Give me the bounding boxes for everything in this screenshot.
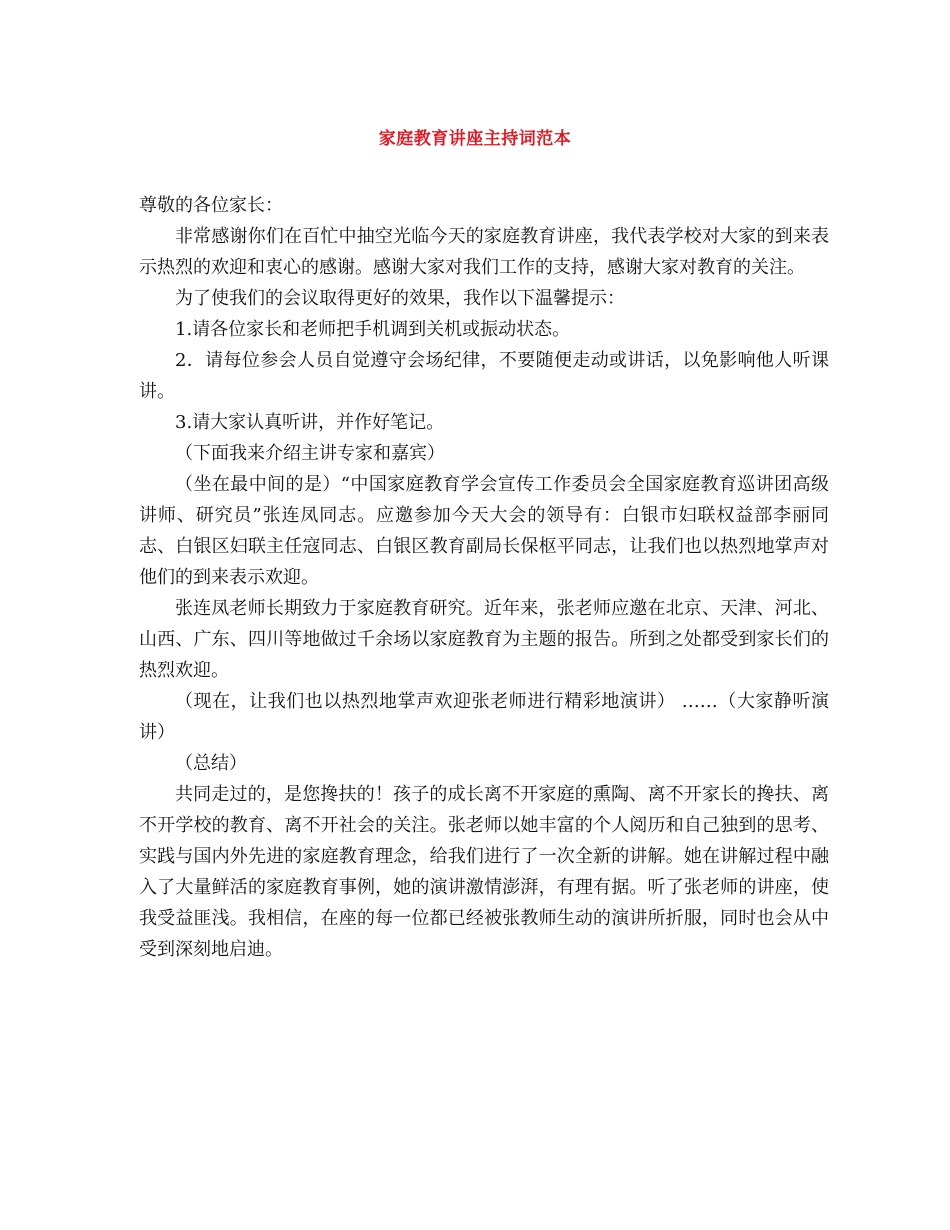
salutation: 尊敬的各位家长：	[139, 195, 283, 216]
reminder-item-1: 1.请各位家长和老师把手机调到关机或振动状态。	[175, 319, 571, 340]
paragraph-welcome: 非常感谢你们在百忙中抽空光临今天的家庭教育讲座，我代表学校对大家的到来表示热烈的欢迎和衷心的感谢。感谢大家对我们工作的支持，感谢大家对教育的关注。	[139, 226, 829, 278]
paragraph-speech-start: （现在，让我们也以热烈地掌声欢迎张老师进行精彩地演讲） ……（大家静听演讲）	[139, 691, 829, 743]
reminder-item-2: 2．请每位参会人员自觉遵守会场纪律，不要随便走动或讲话，以免影响他人听课讲。	[139, 350, 829, 402]
reminder-item-3: 3.请大家认真听讲，并作好笔记。	[175, 412, 445, 433]
paragraph-summary-heading: （总结）	[175, 753, 247, 774]
document-title: 家庭教育讲座主持词范本	[378, 129, 572, 149]
document-body	[139, 190, 829, 965]
paragraph-reminder-intro: 为了使我们的会议取得更好的效果，我作以下温馨提示：	[175, 288, 625, 309]
paragraph-introduce-guests: （下面我来介绍主讲专家和嘉宾）	[175, 443, 445, 464]
paragraph-speaker-bio: 张连凤老师长期致力于家庭教育研究。近年来，张老师应邀在北京、天津、河北、山西、广东、四川等地做过千余场以家庭教育为主题的报告。所到之处都受到家长们的热烈欢迎。	[139, 598, 829, 681]
paragraph-summary: 共同走过的，是您搀扶的！孩子的成长离不开家庭的熏陶、离不开家长的搀扶、离不开学校的教育、离不开社会的关注。张老师以她丰富的个人阅历和自己独到的思考、实践与国内外先进的家庭教育理念，给我们进行了一次全新的讲解。她在讲解过程中融入了大量鲜活的家庭教育事例，她的演讲激情澎湃，有理有据。听了张老师的讲座，使我受益匪浅。我相信，在座的每一位都已经被张教师生动的演讲所折服，同时也会从中受到深刻地启迪。	[139, 784, 829, 960]
paragraph-guests: （坐在最中间的是）“中国家庭教育学会宣传工作委员会全国家庭教育巡讲团高级讲师、研究员”张连凤同志。应邀参加今天大会的领导有：白银市妇联权益部李丽同志、白银区妇联主任寇同志、白银区教育副局长保枢平同志，让我们也以热烈地掌声对他们的到来表示欢迎。	[139, 474, 829, 588]
